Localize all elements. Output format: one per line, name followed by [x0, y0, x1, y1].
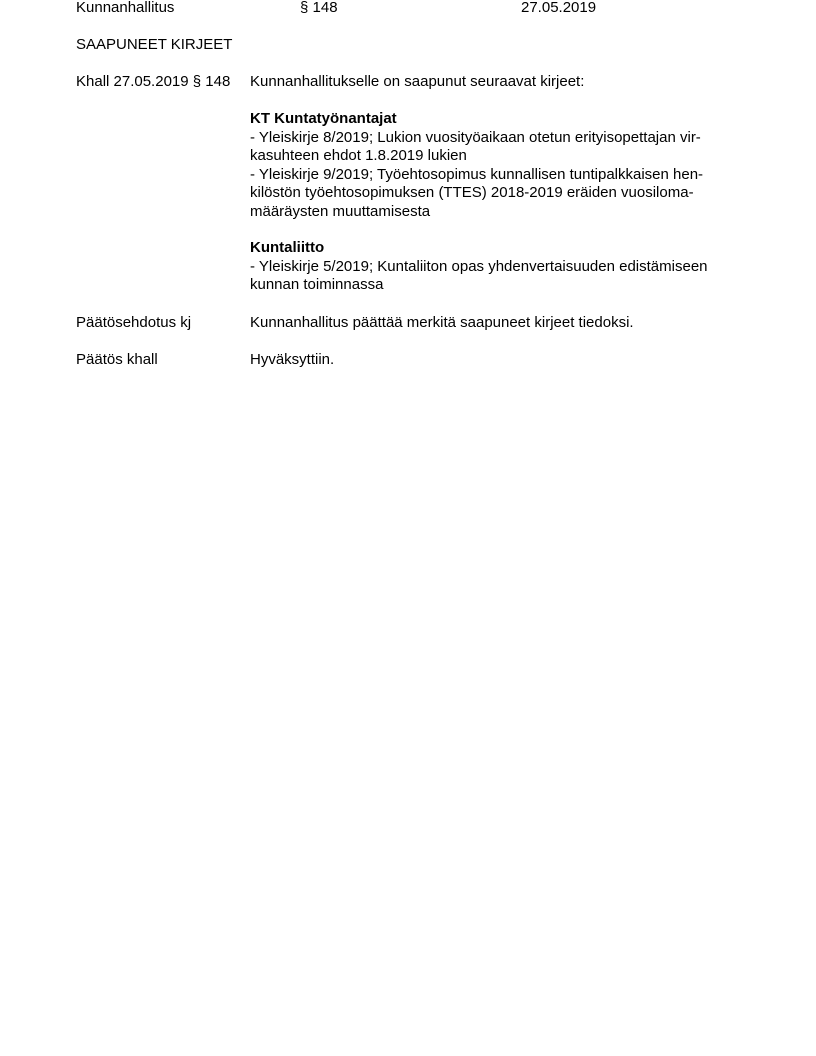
letters-kuntaliitto-block [250, 239, 750, 295]
kuntaliitto-letter-line: - Yleiskirje 5/2019; Kuntaliiton opas yhdenvertaisuuden edistämiseen [250, 257, 708, 275]
document-title: SAAPUNEET KIRJEET [76, 36, 233, 53]
kt-letter-line: kasuhteen ehdot 1.8.2019 lukien [250, 147, 467, 164]
kuntaliitto-org-name: Kuntaliitto [250, 239, 325, 256]
header-date: 27.05.2019 [521, 0, 597, 16]
document-header [0, 0, 816, 19]
kt-org-name: KT Kuntatyönantajat [250, 110, 397, 127]
kuntaliitto-letter-line: kunnan toiminnassa [250, 276, 384, 293]
decision-label: Päätös khall [76, 351, 158, 368]
intro-label: Khall 27.05.2019 § 148 [76, 73, 231, 90]
header-organ: Kunnanhallitus [76, 0, 175, 16]
letters-kt-block [250, 110, 750, 221]
kt-letter-line: kilöstön työehtosopimuksen (TTES) 2018-2019 eräiden vuosiloma- [250, 184, 694, 201]
proposal-text: Kunnanhallitus päättää merkitä saapuneet kirjeet tiedoksi. [250, 314, 634, 331]
intro-text: Kunnanhallitukselle on saapunut seuraavat kirjeet: [250, 73, 585, 90]
proposal-label: Päätösehdotus kj [76, 314, 192, 331]
decision-text: Hyväksyttiin. [250, 351, 335, 368]
header-section: § 148 [300, 0, 338, 16]
kt-letter-line: - Yleiskirje 9/2019; Työehtosopimus kunnallisen tuntipalkkaisen hen- [250, 165, 704, 183]
kt-letter-line: määräysten muuttamisesta [250, 202, 431, 220]
kt-letter-line: - Yleiskirje 8/2019; Lukion vuosityöaikaan otetun erityisopettajan vir- [250, 128, 701, 146]
